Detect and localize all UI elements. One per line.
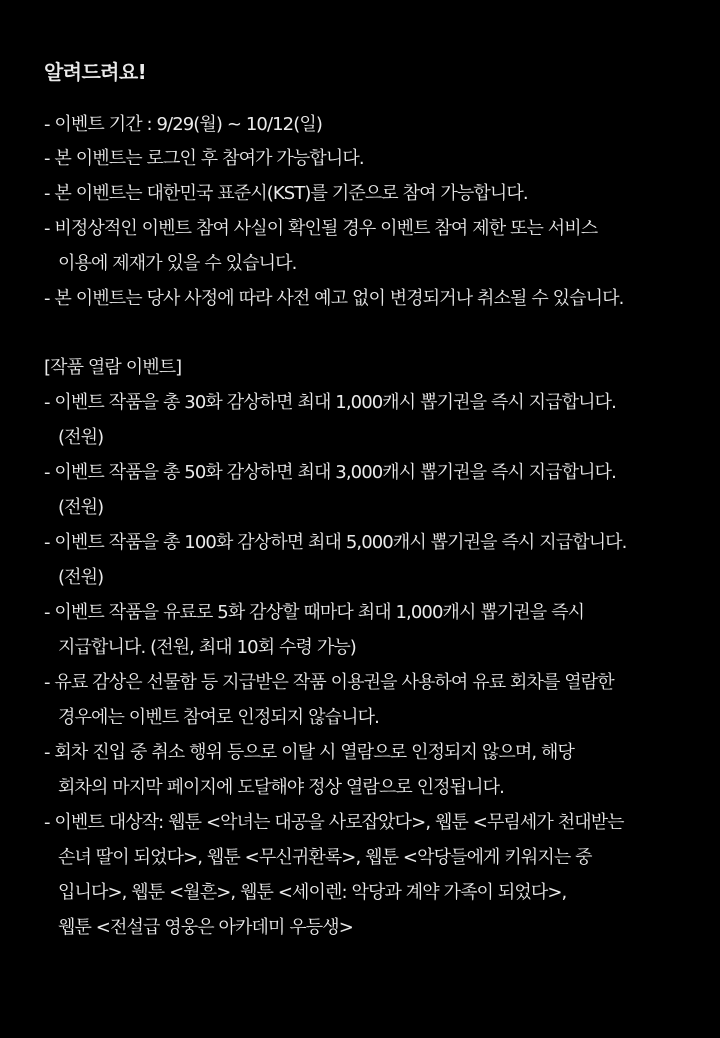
notice-line-kst: - 본 이벤트는 대한민국 표준시(KST)를 기준으로 참여 가능합니다. <box>44 183 528 204</box>
notice-line-50: - 이벤트 작품을 총 50화 감상하면 최대 3,000캐시 뽑기권을 즉시 지급합니다. <box>44 462 616 483</box>
notice-line-paid-cont: 지급합니다. (전원, 최대 10회 수령 가능) <box>58 637 356 658</box>
notice-line-gift: - 유료 감상은 선물함 등 지급받은 작품 이용권을 사용하여 유료 회차를 열람한 <box>44 672 614 693</box>
notice-line-50-cont: (전원) <box>58 497 104 518</box>
notice-line-targets-cont-3: 웹툰 <전설급 영웅은 아카데미 우등생> <box>58 917 353 938</box>
notice-line-targets-cont-1: 손녀 딸이 되었다>, 웹툰 <무신귀환록>, 웹툰 <악당들에게 키워지는 중 <box>58 847 592 868</box>
notice-line-gift-cont: 경우에는 이벤트 참여로 인정되지 않습니다. <box>58 707 379 728</box>
notice-line-100: - 이벤트 작품을 총 100화 감상하면 최대 5,000캐시 뽑기권을 즉시 지급합니다. <box>44 532 627 553</box>
notice-line-100-cont: (전원) <box>58 567 104 588</box>
notice-line-30: - 이벤트 작품을 총 30화 감상하면 최대 1,000캐시 뽑기권을 즉시 지급합니다. <box>44 392 616 413</box>
notice-line-targets-cont-2: 입니다>, 웹툰 <월흔>, 웹툰 <세이렌: 악당과 계약 가족이 되었다>, <box>58 882 567 903</box>
notice-title: 알려드려요! <box>44 60 147 84</box>
notice-line-paid: - 이벤트 작품을 유료로 5화 감상할 때마다 최대 1,000캐시 뽑기권을 즉시 <box>44 602 585 623</box>
section-heading: [작품 열람 이벤트] <box>44 357 182 378</box>
notice-line-exit-cont: 회차의 마지막 페이지에 도달해야 정상 열람으로 인정됩니다. <box>58 777 504 798</box>
notice-line-abuse: - 비정상적인 이벤트 참여 사실이 확인될 경우 이벤트 참여 제한 또는 서비스 <box>44 218 598 239</box>
notice-line-login: - 본 이벤트는 로그인 후 참여가 가능합니다. <box>44 148 364 169</box>
notice-line-abuse-cont: 이용에 제재가 있을 수 있습니다. <box>58 253 297 274</box>
notice-line-30-cont: (전원) <box>58 427 104 448</box>
notice-line-period: - 이벤트 기간 : 9/29(월) ~ 10/12(일) <box>44 114 322 135</box>
notice-line-exit: - 회차 진입 중 취소 행위 등으로 이탈 시 열람으로 인정되지 않으며, 해당 <box>44 742 574 763</box>
notice-line-change: - 본 이벤트는 당사 사정에 따라 사전 예고 없이 변경되거나 취소될 수 있습니다. <box>44 288 624 309</box>
notice-line-targets: - 이벤트 대상작: 웹툰 <악녀는 대공을 사로잡았다>, 웹툰 <무림세가 천대받는 <box>44 812 624 833</box>
